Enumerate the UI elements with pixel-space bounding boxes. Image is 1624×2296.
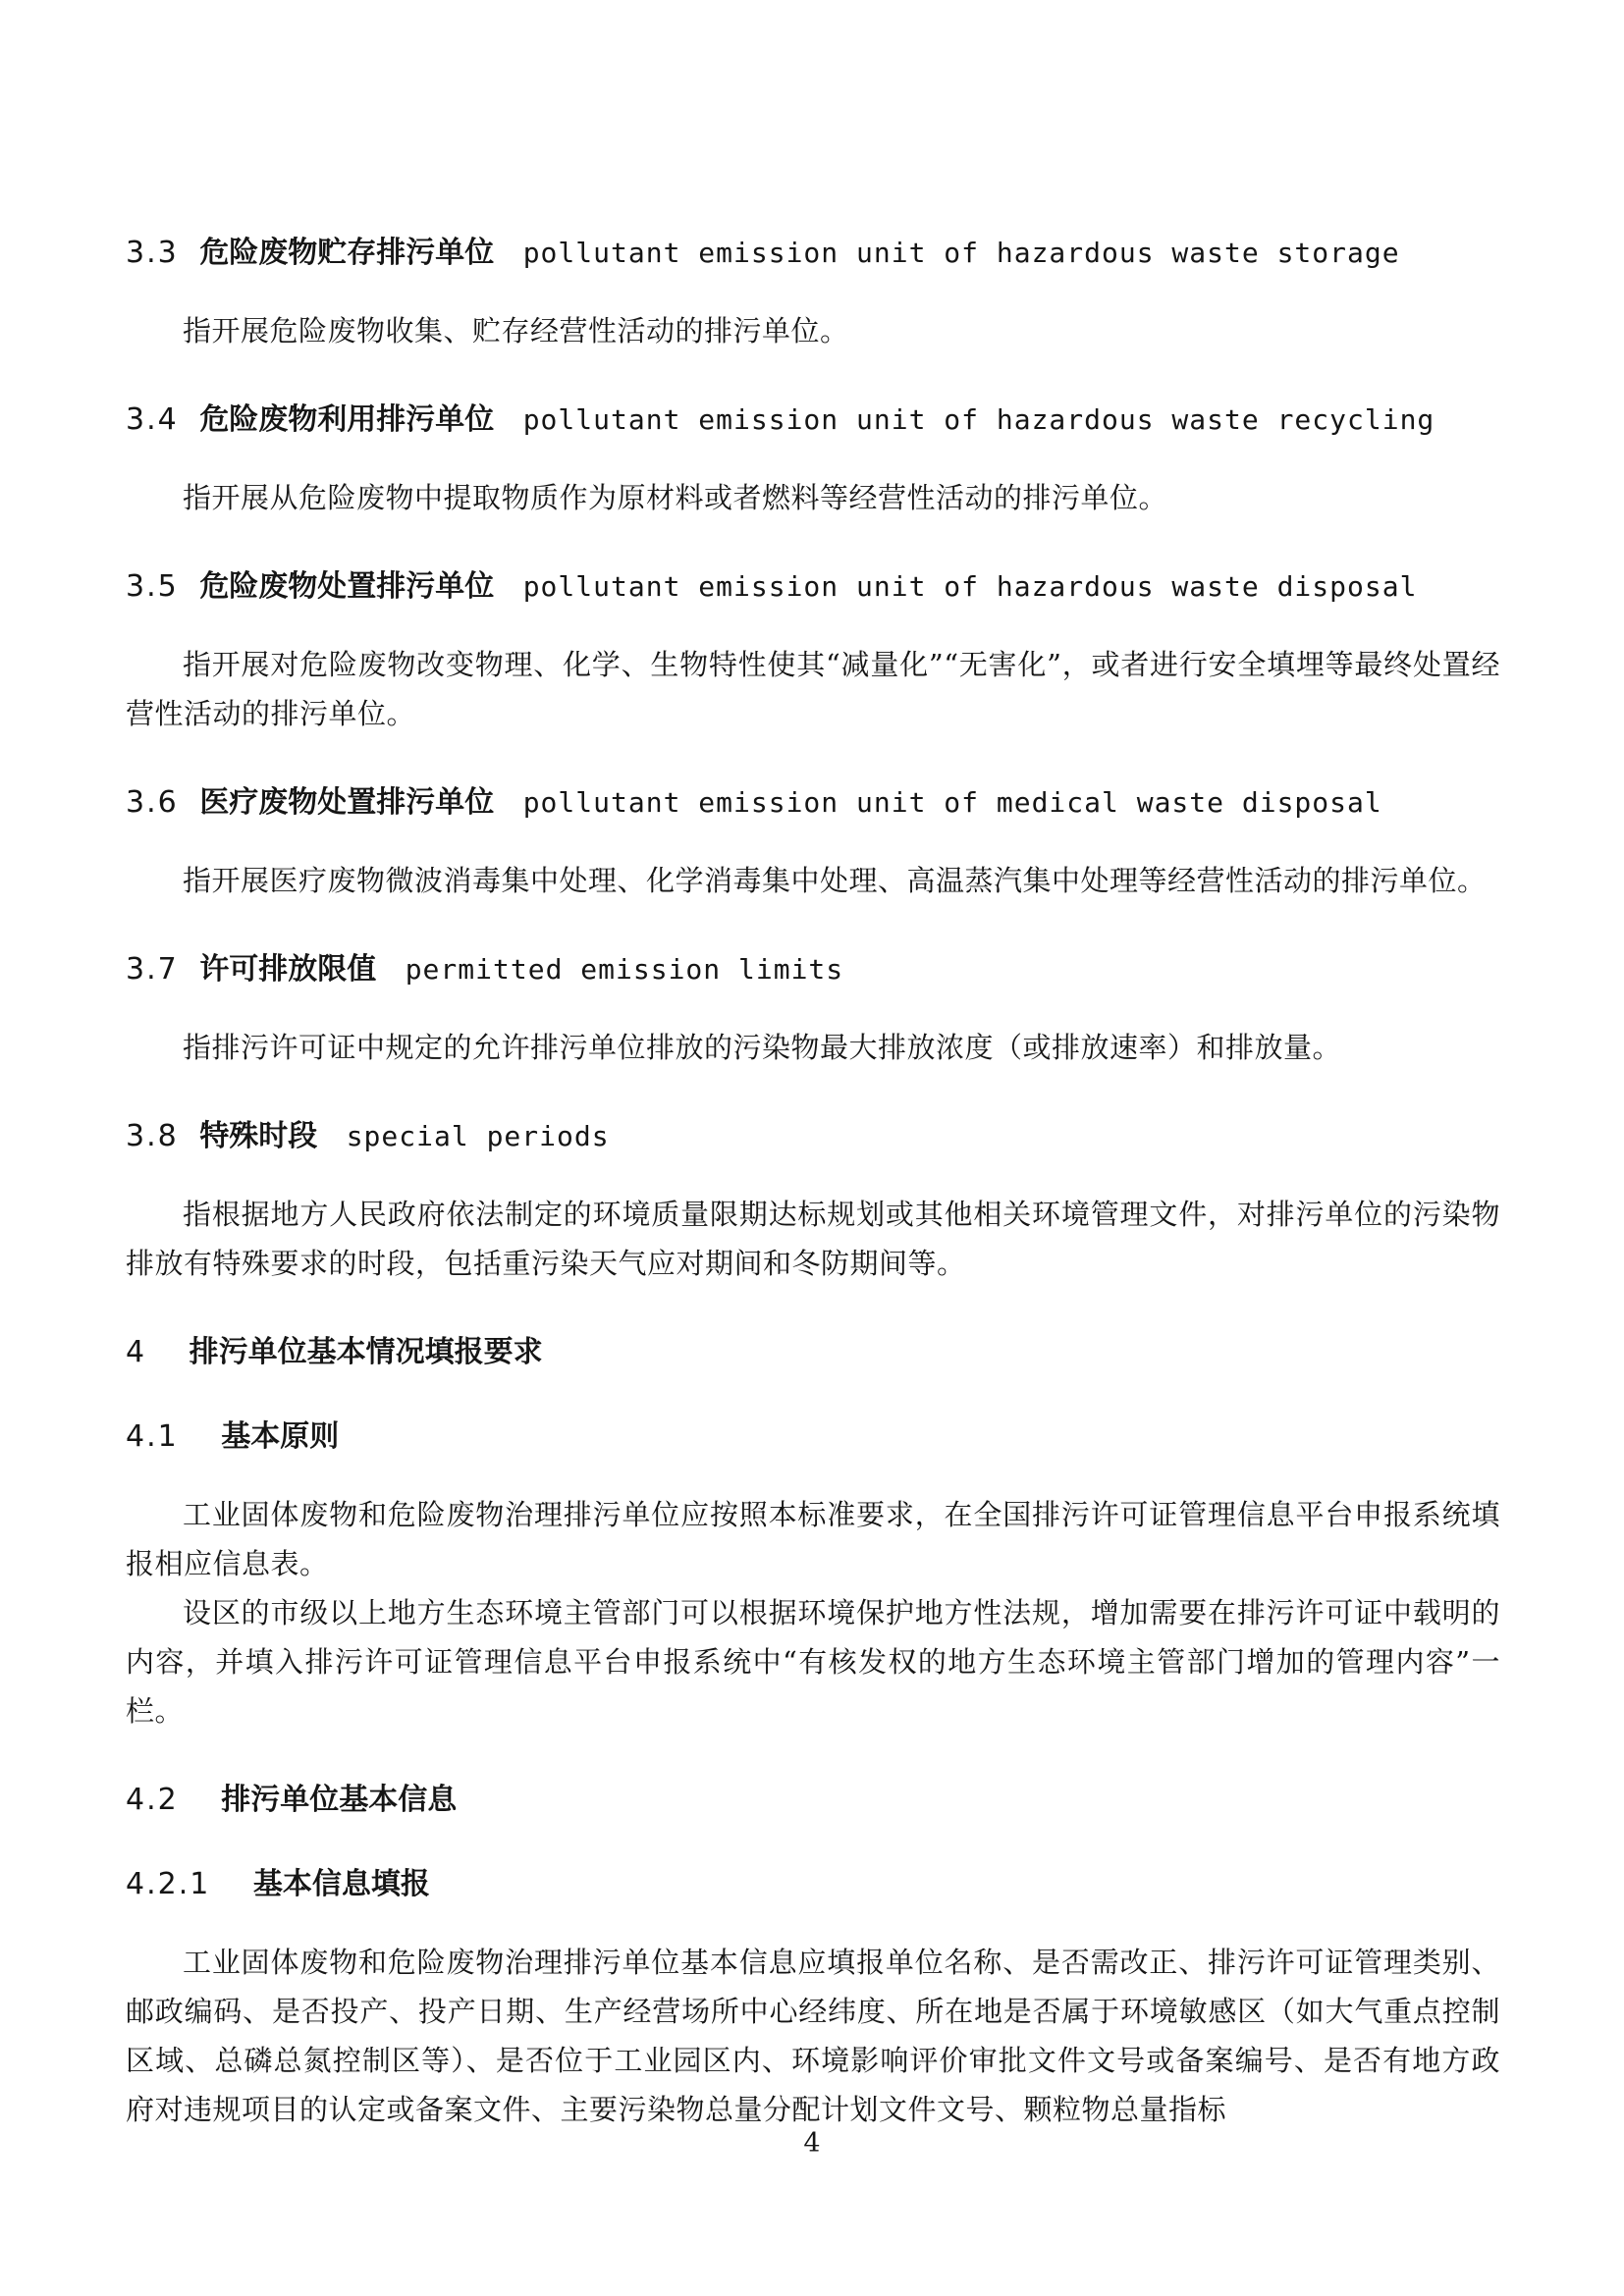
section-heading (126, 950, 1500, 989)
section-title-en: special periods (346, 1120, 610, 1152)
section-number: 4 (126, 1335, 147, 1369)
section-title-zh: 危险废物贮存排污单位 (199, 237, 495, 269)
section-3-6 (126, 783, 1500, 905)
section-title-en: permitted emission limits (405, 953, 844, 986)
section-paragraph: 设区的市级以上地方生态环境主管部门可以根据环境保护地方性法规，增加需要在排污许可证中载明的内容，并填入排污许可证管理信息平台申报系统中“有核发权的地方生态环境主管部门增加的管理内容”一栏。 (126, 1596, 1500, 1728)
section-number: 4.2.1 (126, 1867, 211, 1901)
section-3-4 (126, 400, 1500, 522)
section-3-5 (126, 567, 1500, 738)
section-paragraph: 指开展医疗废物微波消毒集中处理、化学消毒集中处理、高温蒸汽集中处理等经营性活动的排污单位。 (183, 864, 1487, 897)
page-number: 4 (803, 2128, 821, 2159)
section-title-en: pollutant emission unit of hazardous waste storage (522, 237, 1400, 269)
section-4-2-1 (126, 1865, 1500, 2134)
section-title-zh: 许可排放限值 (199, 953, 377, 986)
section-heading (126, 567, 1500, 607)
section-heading (126, 783, 1500, 823)
section-paragraph: 工业固体废物和危险废物治理排污单位应按照本标准要求，在全国排污许可证管理信息平台申报系统填报相应信息表。 (126, 1498, 1500, 1580)
section-title-zh: 医疗废物处置排污单位 (199, 786, 495, 819)
section-number: 4.2 (126, 1783, 179, 1817)
section-4-2 (126, 1781, 1500, 1820)
section-number: 3.7 (126, 952, 179, 987)
section-title-zh: 基本原则 (221, 1420, 340, 1453)
section-title-zh: 排污单位基本信息 (221, 1784, 458, 1816)
section-title-zh: 危险废物处置排污单位 (199, 570, 495, 603)
chapter-4 (126, 1333, 1500, 1372)
section-title-zh: 基本信息填报 (252, 1868, 430, 1900)
section-3-7 (126, 950, 1500, 1072)
section-heading (126, 1865, 1500, 1904)
section-title-zh: 危险废物利用排污单位 (199, 403, 495, 436)
section-number: 3.3 (126, 236, 179, 270)
section-paragraph: 指排污许可证中规定的允许排污单位排放的污染物最大排放浓度（或排放速率）和排放量。 (183, 1031, 1342, 1064)
section-paragraph: 指根据地方人民政府依法制定的环境质量限期达标规划或其他相关环境管理文件，对排污单位的污染物排放有特殊要求的时段，包括重污染天气应对期间和冬防期间等。 (126, 1198, 1500, 1280)
section-paragraph: 指开展从危险废物中提取物质作为原材料或者燃料等经营性活动的排污单位。 (183, 481, 1168, 514)
section-paragraph: 工业固体废物和危险废物治理排污单位基本信息应填报单位名称、是否需改正、排污许可证管理类别、邮政编码、是否投产、投产日期、生产经营场所中心经纬度、所在地是否属于环境敏感区（如大气重点控制区域、总磷总氮控制区等）、是否位于工业园区内、环境影响评价审批文件文号或备案编号、是否有地方政府对违规项目的认定或备案文件、主要污染物总量分配计划文件文号、颗粒物总量指标 (126, 1946, 1500, 2126)
section-heading (126, 234, 1500, 273)
section-heading (126, 1417, 1500, 1457)
section-heading (126, 1117, 1500, 1156)
section-title-en: pollutant emission unit of medical waste disposal (522, 786, 1382, 819)
chapter-heading (126, 1333, 1500, 1372)
section-4-1 (126, 1417, 1500, 1735)
section-number: 3.6 (126, 785, 179, 820)
section-number: 3.4 (126, 402, 179, 437)
section-heading (126, 1781, 1500, 1820)
section-number: 3.5 (126, 569, 179, 604)
section-3-3 (126, 234, 1500, 355)
section-heading (126, 400, 1500, 440)
section-title-zh: 排污单位基本情况填报要求 (189, 1336, 543, 1368)
section-title-en: pollutant emission unit of hazardous waste disposal (522, 570, 1418, 603)
section-paragraph: 指开展对危险废物改变物理、化学、生物特性使其“减量化”“无害化”，或者进行安全填埋等最终处置经营性活动的排污单位。 (126, 648, 1500, 730)
section-number: 4.1 (126, 1419, 179, 1454)
section-paragraph: 指开展危险废物收集、贮存经营性活动的排污单位。 (183, 314, 849, 347)
section-3-8 (126, 1117, 1500, 1288)
section-title-zh: 特殊时段 (199, 1120, 318, 1152)
section-title-en: pollutant emission unit of hazardous waste recycling (522, 403, 1435, 436)
section-number: 3.8 (126, 1119, 179, 1153)
